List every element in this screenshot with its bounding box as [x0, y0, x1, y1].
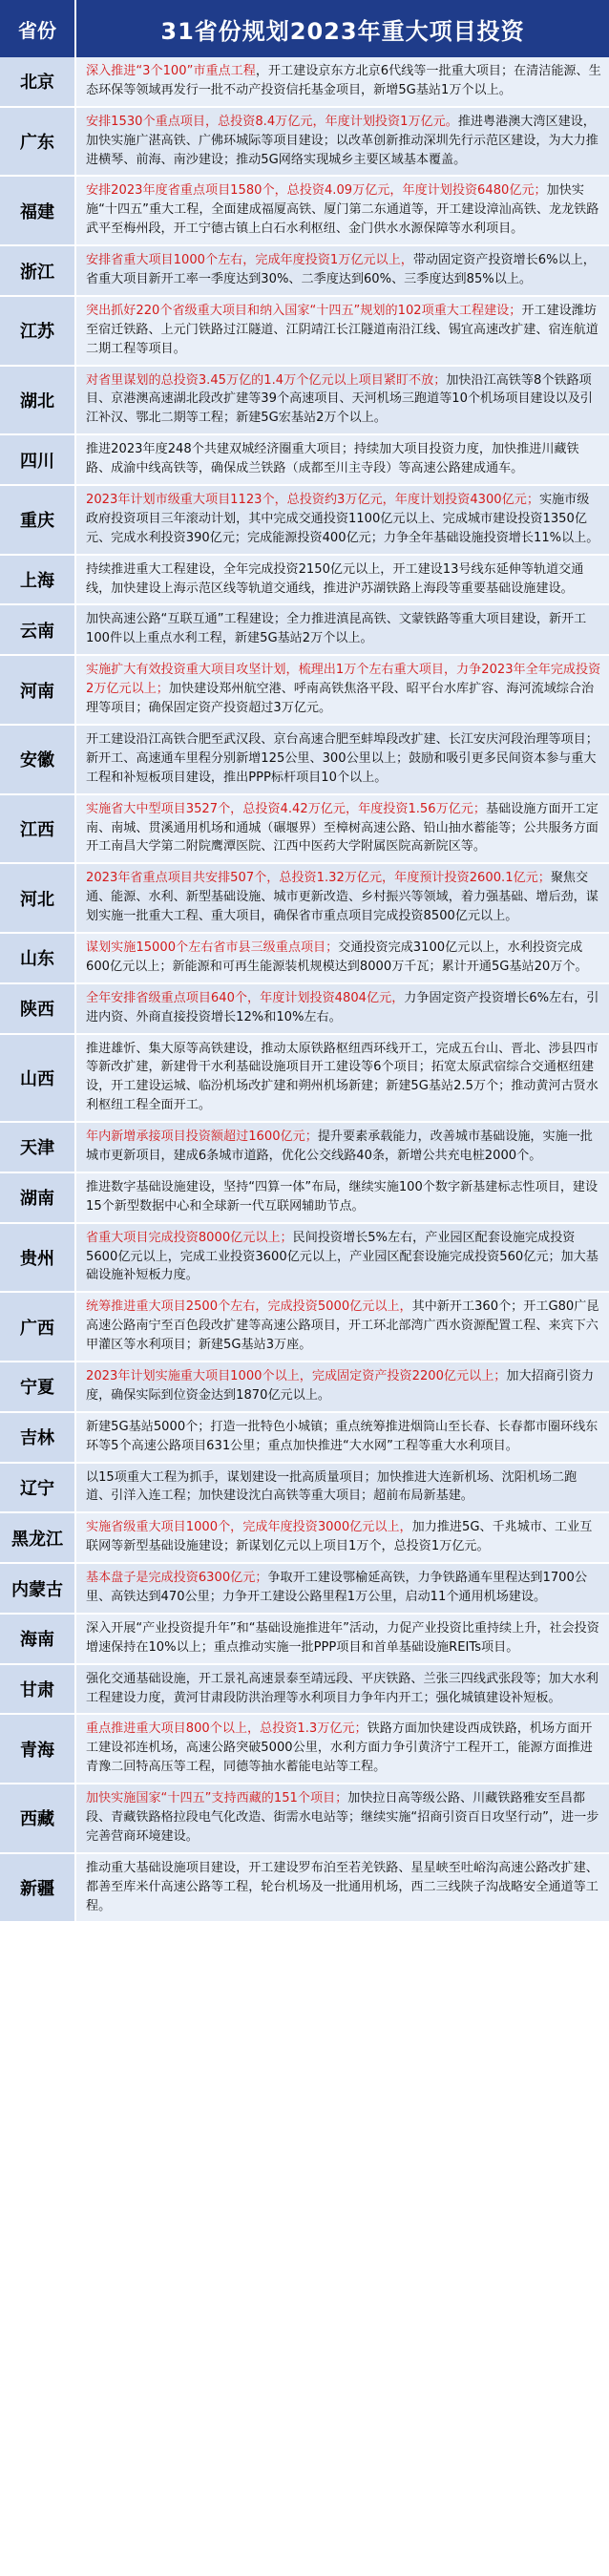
body-text: 基础设施方面开工定南、南城、贯溪通用机场和通城（碾堰界）至樟树高速公路、铅山抽水蓄能等；公共服务方面开工南昌大学第二附院鹰潭医院、江西中医药大学附属医院高新院区等。: [86, 801, 598, 855]
description-cell: [76, 1123, 609, 1172]
body-text: 深入开展“产业投资提升年”和“基础设施推进年”活动，力促产业投资比重持续上升，社会投资增速保持在10%以上；重点推动实施一批PPP项目和首单基础设施REITs项目。: [86, 1620, 599, 1655]
province-cell: 广东: [0, 108, 76, 176]
province-cell: 陕西: [0, 984, 76, 1033]
table-row: [0, 984, 609, 1035]
description-cell: [76, 1413, 609, 1462]
table-body: [0, 57, 609, 1923]
table-row: [0, 108, 609, 178]
body-text: 加快拉日高等级公路、川藏铁路雅安至昌都段、青藏铁路格拉段电气化改造、街需水电站等；继续实施“招商引资百日攻坚行动”，进一步完善营商环境建设。: [86, 1791, 599, 1844]
table-row: [0, 1173, 609, 1224]
body-text: 新建5G基站5000个；打造一批特色小城镇；重点统筹推进烟筒山至长春、长春都市圈环线东环等5个高速公路项目631公里；重点加快推进“大水网”工程等重大水利项目。: [86, 1419, 598, 1453]
body-text: 推进粤港澳大湾区建设，加快实施广湛高铁、广佛环城际等项目建设；以改革创新推动深圳先行示范区建设，为大力推进横琴、前海、南沙建设；推动5G网络实现城乡主要区域基本覆盖。: [86, 114, 598, 167]
highlight-text: 2023年计划市级重大项目1123个，总投资约3万亿元，年度计划投资4300亿元；: [86, 493, 539, 508]
province-cell: 上海: [0, 556, 76, 604]
body-text: 强化交通基础设施，开工景礼高速景泰至靖远段、平庆铁路、兰张三四线武张段等；加大水利工程建设力度，黄河甘肃段防洪治理等水利项目力争年内开工；强化城镇建设补短板。: [86, 1671, 598, 1705]
body-text: 推动重大基础设施项目建设，开工建设罗布泊至若羌铁路、星星峡至吐峪沟高速公路改扩建、都善至库米什高速公路等工程，轮台机场及一批通用机场，西二三线陕子沟战略安全通道等工程。: [86, 1860, 598, 1913]
description-cell: [76, 1665, 609, 1714]
table-row: [0, 605, 609, 656]
table-row: [0, 57, 609, 108]
table-row: [0, 1224, 609, 1294]
body-text: 加力推进5G、千兆城市、工业互联网等新型基础设施建设；新谋划亿元以上项目1万个，总投资1万亿元。: [86, 1520, 593, 1554]
table-row: [0, 367, 609, 436]
province-cell: 福建: [0, 177, 76, 244]
body-text: 以15项重大工程为抓手，谋划建设一批高质量项目；加快推进大连新机场、沈阳机场二跑道、引洋入连工程；加快建设沈白高铁等重大项目；超前布局新基建。: [86, 1469, 578, 1504]
description-cell: [76, 934, 609, 982]
province-cell: 海南: [0, 1615, 76, 1663]
province-cell: 浙江: [0, 246, 76, 295]
table-row: [0, 1123, 609, 1173]
highlight-text: 实施省大中型项目3527个，总投资4.42万亿元，年度投资1.56万亿元；: [86, 801, 486, 816]
province-cell: 黑龙江: [0, 1513, 76, 1562]
province-cell: 青海: [0, 1715, 76, 1783]
table-header: [0, 0, 609, 57]
province-cell: 山东: [0, 934, 76, 982]
province-cell: 湖北: [0, 367, 76, 434]
description-cell: [76, 656, 609, 724]
province-cell: 广西: [0, 1293, 76, 1361]
table-row: [0, 1615, 609, 1665]
table-row: [0, 297, 609, 367]
province-column-header: 省份: [0, 0, 76, 57]
table-row: [0, 656, 609, 726]
table-row: [0, 1564, 609, 1615]
description-cell: [76, 1035, 609, 1122]
province-cell: 江苏: [0, 297, 76, 365]
province-cell: 四川: [0, 435, 76, 484]
highlight-text: 全年安排省级重点项目640个，年度计划投资4804亿元，: [86, 990, 405, 1005]
description-cell: [76, 1513, 609, 1562]
province-cell: 云南: [0, 605, 76, 654]
province-cell: 安徽: [0, 726, 76, 793]
body-text: 民间投资增长5%左右，产业园区配套设施完成投资5600亿元以上，完成工业投资3600亿元以上，产业园区配套设施完成投资560亿元；加大基础设施补短板力度。: [86, 1230, 598, 1283]
table-row: [0, 1784, 609, 1854]
province-cell: 山西: [0, 1035, 76, 1122]
description-cell: [76, 1464, 609, 1512]
body-text: ，开工建设京东方北京6代线等一批重大项目；在清洁能源、生态环保等领域再发行一批不动产投资信托基金项目，新增5G基站1万个以上。: [86, 64, 601, 97]
body-text: 开工建设沿江高铁合肥至武汉段、京台高速合肥至蚌埠段改扩建、长江安庆河段治理等项目；新开工、高速通车里程分别新增125公里、300公里以上；鼓励和吸引更多民间资本参与重大工程和补短板项目建设，推出PPP标杆项目10个以上。: [86, 731, 598, 785]
table-row: [0, 556, 609, 606]
body-text: 加大招商引资力度，确保实际到位资金达到1870亿元以上。: [86, 1368, 595, 1403]
highlight-text: 2023年省重点项目共安排507个，总投资1.32万亿元，年度预计投资2600.1亿元；: [86, 871, 551, 886]
highlight-text: 加快实施国家“十四五”支持西藏的151个项目；: [86, 1791, 348, 1806]
highlight-text: 安排省重大项目1000个左右，完成年度投资1万亿元以上，: [86, 253, 413, 268]
body-text: 加快高速公路“互联互通”工程建设；全力推进滇昆高铁、文蒙铁路等重大项目建设，新开工100件以上重点水利工程，新建5G基站2万个以上。: [86, 612, 587, 646]
table-row: [0, 864, 609, 934]
description-cell: [76, 177, 609, 244]
province-cell: 北京: [0, 57, 76, 106]
highlight-text: 年内新增承接项目投资额超过1600亿元；: [86, 1130, 318, 1145]
highlight-text: 对省里谋划的总投资3.45万亿的1.4万个亿元以上项目紧盯不放；: [86, 372, 447, 388]
highlight-text: 实施省级重大项目1000个，完成年度投资3000亿元以上，: [86, 1520, 412, 1535]
table-row: [0, 486, 609, 556]
table-row: [0, 246, 609, 297]
province-cell: 重庆: [0, 486, 76, 554]
province-cell: 江西: [0, 795, 76, 863]
highlight-text: 谋划实施15000个左右省市县三级重点项目；: [86, 940, 339, 955]
description-cell: [76, 246, 609, 295]
body-text: 其中新开工360个；开工G80广昆高速公路南宁至百色段改扩建等高速公路项目，开工环北部湾广西水资源配置工程、来宾下六甲灌区等水利项目；新建5G基站3万座。: [86, 1299, 599, 1353]
body-text: 交通投资完成3100亿元以上，水利投资完成600亿元以上；新能源和可再生能源装机规模达到8000万千瓦；累计开通5G基站20万个。: [86, 940, 588, 974]
table-row: [0, 1035, 609, 1124]
description-cell: [76, 435, 609, 484]
body-text: 推进2023年度248个共建双城经济圈重大项目；持续加大项目投资力度，加快推进川藏铁路、成渝中线高铁等，确保成兰铁路（成都至川主寺段）等高速公路建成通车。: [86, 442, 579, 476]
body-text: 实施市级政府投资项目三年滚动计划，其中完成交通投资1100亿元以上、完成城市建设投资1350亿元、完成水利投资390亿元；完成能源投资400亿元；力争全年基础设施投资增长11%以上。: [86, 493, 599, 545]
description-cell: [76, 864, 609, 932]
description-cell: [76, 1854, 609, 1922]
table-row: [0, 1715, 609, 1784]
province-cell: 辽宁: [0, 1464, 76, 1512]
description-cell: [76, 367, 609, 434]
highlight-text: 突出抓好220个省级重大项目和纳入国家“十四五”规划的102项重大工程建设；: [86, 303, 522, 318]
body-text: 开工建设潍坊至宿迁铁路、上元门铁路过江隧道、江阴靖江长江隧道南沿江线、锡宜高速改扩建、宿连航道二期工程等项目。: [86, 303, 598, 356]
highlight-text: 基本盘子是完成投资6300亿元；: [86, 1571, 268, 1586]
description-cell: [76, 297, 609, 365]
body-text: 聚焦交通、能源、水利、新型基础设施、城市更新改造、乡村振兴等领域，着力强基础、增后劲，谋划实施一批重大工程、重大项目，确保省市重点项目完成投资8500亿元以上。: [86, 871, 598, 924]
highlight-text: 统筹推进重大项目2500个左右，完成投资5000亿元以上，: [86, 1299, 412, 1315]
description-cell: [76, 795, 609, 863]
description-cell: [76, 1173, 609, 1222]
province-cell: 河南: [0, 656, 76, 724]
highlight-text: 深入推进“3个100”市重点工程: [86, 64, 256, 78]
table-row: [0, 1513, 609, 1564]
province-cell: 吉林: [0, 1413, 76, 1462]
table-row: [0, 1293, 609, 1362]
province-cell: 西藏: [0, 1784, 76, 1852]
table-row: [0, 1665, 609, 1716]
description-cell: [76, 57, 609, 106]
body-text: 推进雄忻、集大原等高铁建设，推动太原铁路枢纽西环线开工，完成五台山、晋北、涉县四市等新改扩建，新建骨干水利基础设施项目开工建设等6个项目；拓宽太原武宿综合交通枢纽建设，开工建设运城、临汾机场改扩建和朔州机场新建；新建5G基站2.5万个；推动黄河古贤水利枢纽工程全面开工。: [86, 1041, 598, 1113]
description-cell: [76, 1784, 609, 1852]
table-row: [0, 435, 609, 486]
table-row: [0, 934, 609, 984]
highlight-text: 重点推进重大项目800个以上，总投资1.3万亿元；: [86, 1721, 368, 1737]
province-cell: 河北: [0, 864, 76, 932]
table-row: [0, 1854, 609, 1924]
table-row: [0, 726, 609, 795]
description-cell: [76, 605, 609, 654]
description-cell: [76, 1715, 609, 1783]
province-cell: 宁夏: [0, 1362, 76, 1411]
body-text: 铁路方面加快建设西成铁路，机场方面开工建设祁连机场，高速公路突破5000公里，水利方面力争引黄济宁工程开工，能源方面推进青豫二回特高压等工程，同德等抽水蓄能电站等工程。: [86, 1721, 593, 1775]
province-cell: 内蒙古: [0, 1564, 76, 1613]
table-title: 31省份规划2023年重大项目投资: [160, 17, 525, 45]
description-cell: [76, 726, 609, 793]
description-cell: [76, 486, 609, 554]
highlight-text: 安排2023年度省重点项目1580个，总投资4.09万亿元，年度计划投资6480亿元；: [86, 183, 547, 199]
body-text: 争取开工建设鄂榆延高铁，力争铁路通车里程达到1700公里、高铁达到470公里；力争开工建设公路里程1万公里，启动11个通用机场建设。: [86, 1571, 587, 1604]
body-text: 加快实施“十四五”重大工程，全面建成福厦高铁、厦门第二东通道等，开工建设漳汕高铁、龙龙铁路武平至梅州段，开工宁德古镇上白石水利枢纽、金门供水水源保障等水利项目。: [86, 183, 599, 237]
table-row: [0, 1413, 609, 1464]
highlight-text: 2023年计划实施重大项目1000个以上，完成固定资产投资2200亿元以上；: [86, 1368, 507, 1383]
body-text: 带动固定资产投资增长6%以上，省重大项目新开工率一季度达到30%、二季度达到60%、三季度达到85%以上。: [86, 253, 596, 287]
description-cell: [76, 556, 609, 604]
description-cell: [76, 1615, 609, 1663]
description-cell: [76, 984, 609, 1033]
table-row: [0, 1362, 609, 1413]
table-row: [0, 795, 609, 865]
province-cell: 贵州: [0, 1224, 76, 1292]
description-cell: [76, 1564, 609, 1613]
table-row: [0, 177, 609, 246]
body-text: 加快沿江高铁等8个铁路项目、京港澳高速湖北段改扩建等39个高速项目、天河机场三跑道等10个机场项目建设以及引江补汉、鄂北二期等工程；新建5G宏基站2万个以上。: [86, 372, 593, 426]
highlight-text: 省重大项目完成投资8000亿元以上；: [86, 1230, 293, 1245]
highlight-text: 实施扩大有效投资重大项目攻坚计划，梳理出1万个左右重大项目，力争2023年全年完成投资2万亿元以上；: [86, 663, 601, 697]
province-cell: 湖南: [0, 1173, 76, 1222]
body-text: 提升要素承载能力，改善城市基础设施，实施一批城市更新项目，建成6条城市道路，优化公交线路40条，新增公共充电桩2000个。: [86, 1130, 593, 1163]
description-cell: [76, 1293, 609, 1361]
province-cell: 天津: [0, 1123, 76, 1172]
body-text: 力争固定资产投资增长6%左右，引进内资、外商直接投资增长12%和10%左右。: [86, 990, 599, 1024]
table-row: [0, 1464, 609, 1514]
province-cell: 新疆: [0, 1854, 76, 1922]
description-cell: [76, 1224, 609, 1292]
highlight-text: 安排1530个重点项目，总投资8.4万亿元，年度计划投资1万亿元。: [86, 114, 458, 129]
description-cell: [76, 108, 609, 176]
province-cell: 甘肃: [0, 1665, 76, 1714]
description-cell: [76, 1362, 609, 1411]
body-text: 推进数字基础设施建设，坚持“四算一体”布局，继续实施100个数字新基建标志性项目，建设15个新型数据中心和全球新一代互联网辅助节点。: [86, 1179, 598, 1214]
body-text: 加快建设郑州航空港、呼南高铁焦洛平段、昭平台水库扩容、海河流域综合治理等项目；确保固定资产投资超过3万亿元。: [86, 682, 595, 716]
body-text: 持续推进重大工程建设，全年完成投资2150亿元以上，开工建设13号线东延伸等轨道交通线，加快建设上海示范区线等轨道交通线，推进沪苏湖铁路上海段等重要基础设施建设。: [86, 561, 584, 596]
